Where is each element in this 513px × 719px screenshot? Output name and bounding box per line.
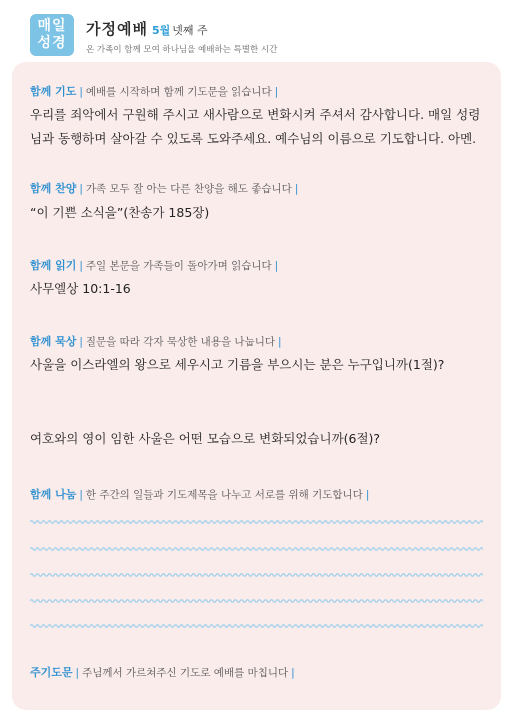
writing-line-5: [30, 623, 483, 629]
prayer-text: [30, 103, 480, 151]
section-title: 주기도문: [30, 666, 73, 679]
week-label: 넷째 주: [172, 24, 208, 37]
logo-line-2: 성경: [37, 35, 67, 51]
section-title: 함께 묵상: [30, 335, 77, 348]
worship-guide-panel: [12, 62, 501, 710]
page-subtitle: 온 가족이 함께 모여 하나님을 예배하는 특별한 시간: [86, 45, 278, 55]
section-praise-heading: [30, 180, 301, 196]
writing-line-3: [30, 572, 483, 578]
section-title: 함께 찬양: [30, 182, 77, 195]
divider: |: [79, 336, 83, 348]
divider: |: [278, 336, 282, 348]
divider: |: [75, 667, 80, 679]
divider: |: [274, 86, 279, 98]
section-meditation-heading: [30, 333, 285, 349]
section-reading-heading: [30, 257, 281, 273]
section-sharing-heading: [30, 486, 372, 502]
section-title: 함께 나눔: [30, 488, 77, 501]
logo-line-1: 매일: [37, 18, 67, 34]
section-prayer-heading: [30, 83, 281, 99]
divider: |: [274, 260, 279, 272]
section-lords-prayer-heading: [30, 664, 298, 680]
section-desc: 가족 모두 잘 아는 다른 찬양을 해도 좋습니다: [85, 183, 292, 195]
prayer-line-2: 님과 동행하며 살아갈 수 있도록 도와주세요. 예수님의 이름으로 기도합니다. 아멘.: [30, 131, 477, 146]
daily-bible-logo: [30, 14, 74, 56]
divider: |: [79, 260, 83, 272]
divider: |: [79, 183, 83, 195]
section-title: 함께 읽기: [30, 259, 77, 272]
page-header: [0, 0, 513, 62]
divider: |: [365, 489, 370, 501]
writing-line-4: [30, 598, 483, 604]
divider: |: [79, 86, 83, 98]
divider: |: [291, 667, 295, 679]
reading-passage: 사무엘상 10:1-16: [30, 281, 131, 296]
title-text: 가정예배: [86, 20, 148, 38]
month-label: 5월: [151, 24, 171, 37]
prayer-line-1: 우리를 죄악에서 구원해 주시고 새사람으로 변화시켜 주셔서 감사합니다. 매일 성령: [30, 107, 481, 122]
section-desc: 질문을 따라 각자 묵상한 내용을 나눕니다: [85, 336, 276, 348]
meditation-question-1: 사울을 이스라엘의 왕으로 세우시고 기름을 부으시는 분은 누구입니까(1절)?: [30, 357, 445, 372]
meditation-question-2: 여호와의 영이 임한 사울은 어떤 모습으로 변화되었습니까(6절)?: [30, 431, 381, 446]
divider: |: [294, 183, 299, 195]
writing-line-1: [30, 519, 483, 525]
praise-song: “이 기쁜 소식을”(찬송가 185장): [30, 205, 210, 220]
divider: |: [79, 489, 83, 501]
section-title: 함께 기도: [30, 85, 77, 98]
section-desc: 주일 본문을 가족들이 돌아가며 읽습니다: [85, 260, 272, 272]
section-desc: 예배를 시작하며 함께 기도문을 읽습니다: [85, 86, 272, 98]
writing-line-2: [30, 546, 483, 552]
section-desc: 한 주간의 일들과 기도제목을 나누고 서로를 위해 기도합니다: [85, 489, 363, 501]
section-desc: 주님께서 가르쳐주신 기도로 예배를 마칩니다: [82, 667, 289, 679]
page-title: [86, 18, 208, 39]
